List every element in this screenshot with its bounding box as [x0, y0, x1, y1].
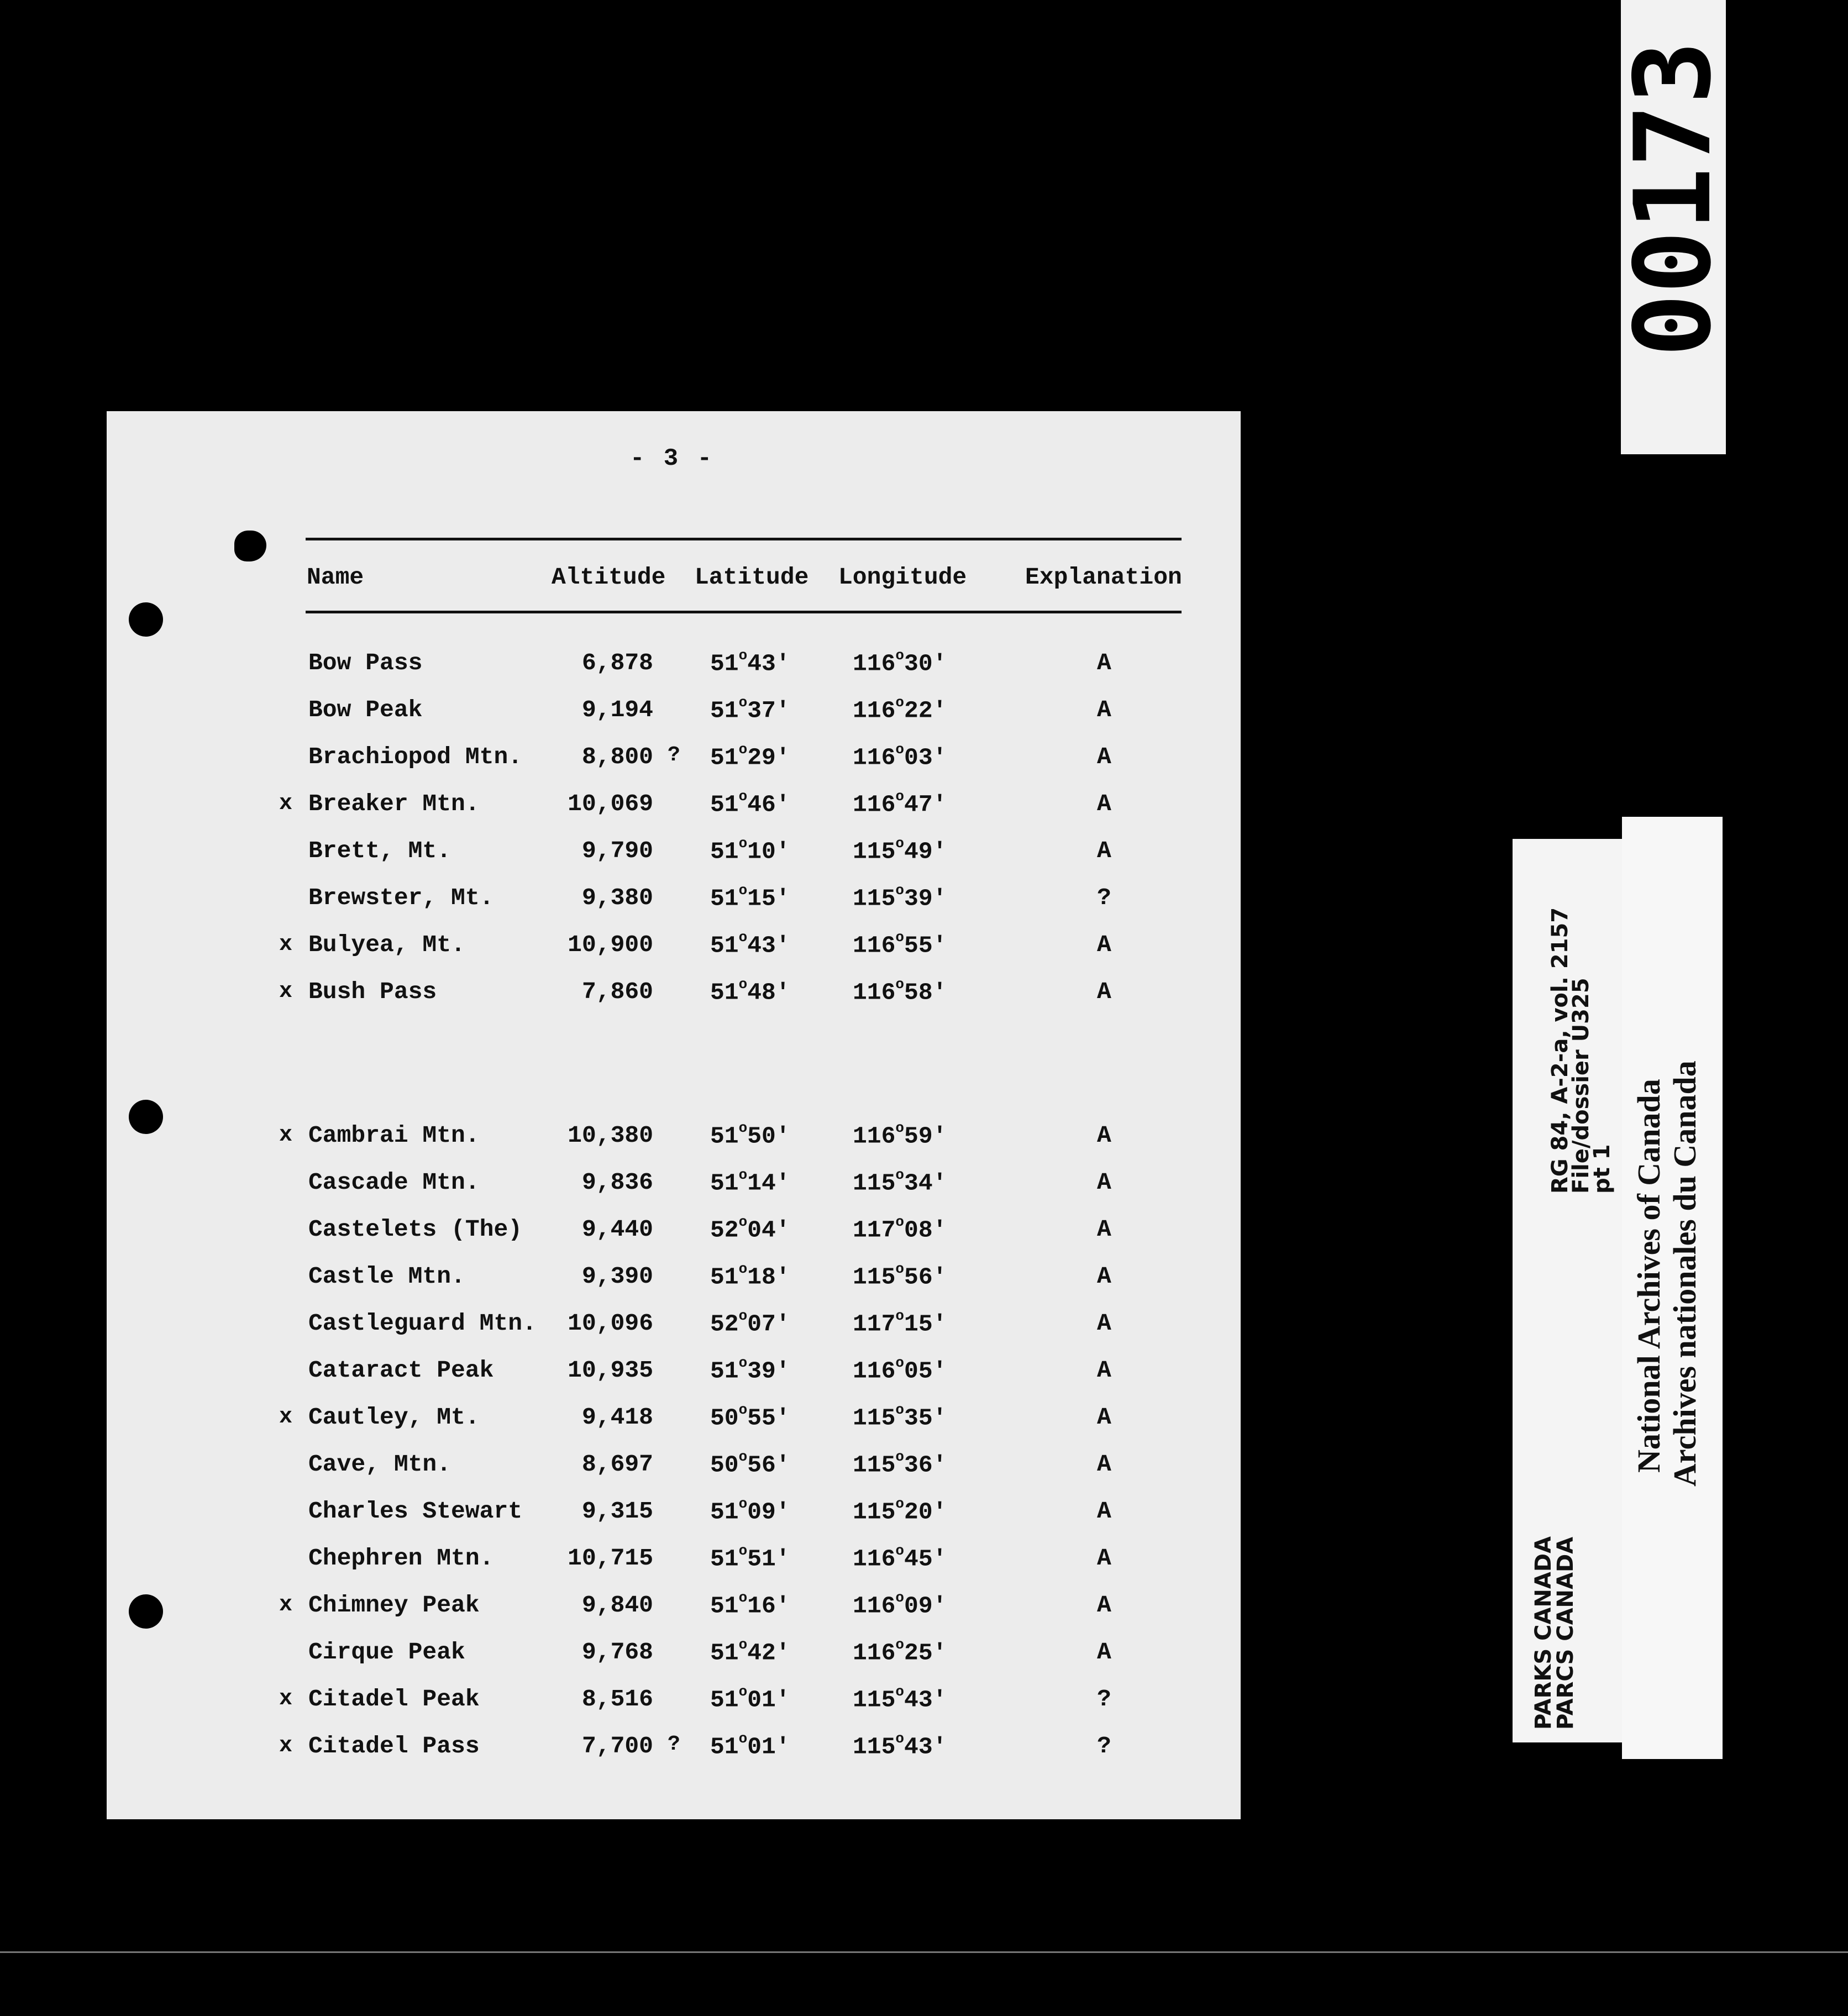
- row-name: Cautley, Mt.: [308, 1404, 480, 1431]
- row-latitude: 52$^o$04': [710, 1214, 790, 1244]
- row-longitude: 115$^o$43': [853, 1683, 947, 1714]
- row-name: Cambrai Mtn.: [308, 1122, 480, 1149]
- row-latitude: 51$^o$37': [710, 694, 790, 725]
- row-explanation: A: [1097, 1592, 1111, 1619]
- row-latitude: 51$^o$43': [710, 929, 790, 959]
- row-explanation: A: [1097, 790, 1111, 817]
- document-page: [107, 411, 1241, 1819]
- row-name: Bush Pass: [308, 978, 437, 1005]
- row-explanation: A: [1097, 1216, 1111, 1243]
- row-name: Cataract Peak: [308, 1357, 494, 1384]
- row-name: Brewster, Mt.: [308, 884, 494, 911]
- row-altitude: 7,860: [581, 978, 653, 1005]
- row-altitude: 10,069: [568, 790, 653, 817]
- frame-number: 00173: [1612, 41, 1734, 357]
- row-mark: x: [279, 1405, 293, 1430]
- table-header-rule: [306, 611, 1182, 613]
- row-altitude: 10,900: [568, 931, 653, 958]
- row-altitude: 9,380: [581, 884, 653, 911]
- row-altitude: 9,768: [581, 1639, 653, 1666]
- archive-file: File/dossier U325: [1568, 978, 1594, 1194]
- row-name: Castleguard Mtn.: [308, 1310, 537, 1337]
- row-longitude: 115$^o$20': [853, 1495, 947, 1526]
- row-latitude: 51$^o$01': [710, 1683, 790, 1714]
- column-header-explanation: Explanation: [1025, 564, 1182, 591]
- row-mark: x: [279, 1593, 293, 1618]
- row-latitude: 51$^o$01': [710, 1730, 790, 1761]
- column-header-latitude: Latitude: [695, 564, 809, 591]
- row-mark: x: [279, 1123, 293, 1148]
- row-name: Castle Mtn.: [308, 1263, 465, 1290]
- row-altitude-uncertain: ?: [668, 743, 680, 767]
- row-longitude: 116$^o$03': [853, 741, 947, 771]
- row-latitude: 51$^o$15': [710, 882, 790, 912]
- row-explanation: A: [1097, 1498, 1111, 1525]
- row-altitude: 8,697: [581, 1451, 653, 1478]
- row-altitude: 10,935: [568, 1357, 653, 1384]
- row-longitude: 115$^o$49': [853, 835, 947, 865]
- row-latitude: 51$^o$48': [710, 976, 790, 1006]
- row-mark: x: [279, 1734, 293, 1758]
- row-longitude: 116$^o$22': [853, 694, 947, 725]
- row-altitude: 8,516: [581, 1686, 653, 1713]
- row-longitude: 115$^o$39': [853, 882, 947, 912]
- row-altitude: 7,700: [581, 1733, 653, 1760]
- archives-name-fr: Archives nationales du Canada: [1667, 1060, 1703, 1487]
- column-header-longitude: Longitude: [838, 564, 967, 591]
- row-explanation: A: [1097, 1451, 1111, 1478]
- punch-hole-middle: [129, 1100, 163, 1134]
- archives-name-en: National Archives of Canada: [1631, 1079, 1667, 1473]
- row-explanation: A: [1097, 649, 1111, 676]
- row-explanation: A: [1097, 931, 1111, 958]
- row-latitude: 51$^o$29': [710, 741, 790, 771]
- row-altitude: 9,840: [581, 1592, 653, 1619]
- row-latitude: 51$^o$18': [710, 1261, 790, 1291]
- row-latitude: 51$^o$14': [710, 1167, 790, 1197]
- row-latitude: 51$^o$16': [710, 1589, 790, 1620]
- row-explanation: A: [1097, 1169, 1111, 1196]
- row-longitude: 116$^o$45': [853, 1542, 947, 1573]
- row-explanation: A: [1097, 1357, 1111, 1384]
- row-mark: x: [279, 979, 293, 1004]
- row-name: Castelets (The): [308, 1216, 523, 1243]
- agency-en: PARKS CANADA: [1531, 1536, 1556, 1730]
- row-altitude-uncertain: ?: [668, 1733, 680, 1756]
- row-latitude: 51$^o$39': [710, 1355, 790, 1385]
- row-name: Breaker Mtn.: [308, 790, 480, 817]
- agency-fr: PARCS CANADA: [1553, 1536, 1578, 1730]
- row-explanation: A: [1097, 696, 1111, 723]
- table-top-rule: [306, 538, 1182, 540]
- film-edge-line: [0, 1951, 1848, 1953]
- row-longitude: 115$^o$35': [853, 1401, 947, 1432]
- row-name: Brett, Mt.: [308, 837, 452, 864]
- row-altitude: 6,878: [581, 649, 653, 676]
- punch-hole-top: [129, 602, 163, 637]
- row-latitude: 51$^o$46': [710, 788, 790, 818]
- row-altitude: 9,418: [581, 1404, 653, 1431]
- row-explanation: ?: [1097, 1733, 1111, 1760]
- row-name: Chephren Mtn.: [308, 1545, 494, 1572]
- row-longitude: 116$^o$05': [853, 1355, 947, 1385]
- page-number: - 3 -: [630, 445, 715, 473]
- row-explanation: A: [1097, 1404, 1111, 1431]
- row-altitude: 9,194: [581, 696, 653, 723]
- row-explanation: A: [1097, 1122, 1111, 1149]
- row-mark: x: [279, 791, 293, 816]
- archive-reference: RG 84, A-2-a, vol. 2157: [1547, 907, 1573, 1194]
- row-longitude: 116$^o$09': [853, 1589, 947, 1620]
- row-longitude: 115$^o$34': [853, 1167, 947, 1197]
- row-longitude: 115$^o$56': [853, 1261, 947, 1291]
- row-explanation: A: [1097, 978, 1111, 1005]
- row-name: Cave, Mtn.: [308, 1451, 452, 1478]
- row-latitude: 51$^o$51': [710, 1542, 790, 1573]
- row-altitude: 10,096: [568, 1310, 653, 1337]
- column-header-name: Name: [307, 564, 364, 591]
- row-name: Bow Peak: [308, 696, 423, 723]
- row-latitude: 51$^o$42': [710, 1636, 790, 1667]
- row-altitude: 9,315: [581, 1498, 653, 1525]
- row-altitude: 10,380: [568, 1122, 653, 1149]
- row-explanation: A: [1097, 743, 1111, 770]
- row-longitude: 116$^o$25': [853, 1636, 947, 1667]
- row-name: Cirque Peak: [308, 1639, 465, 1666]
- row-name: Chimney Peak: [308, 1592, 480, 1619]
- row-altitude: 10,715: [568, 1545, 653, 1572]
- row-altitude: 9,836: [581, 1169, 653, 1196]
- row-latitude: 50$^o$56': [710, 1448, 790, 1479]
- row-longitude: 116$^o$55': [853, 929, 947, 959]
- frame-number-strip: [1612, 0, 1734, 454]
- row-latitude: 52$^o$07': [710, 1308, 790, 1338]
- row-latitude: 50$^o$55': [710, 1401, 790, 1432]
- row-altitude: 9,440: [581, 1216, 653, 1243]
- row-mark: x: [279, 932, 293, 957]
- row-latitude: 51$^o$10': [710, 835, 790, 865]
- row-longitude: 115$^o$36': [853, 1448, 947, 1479]
- row-name: Cascade Mtn.: [308, 1169, 480, 1196]
- column-header-altitude: Altitude: [552, 564, 666, 591]
- row-name: Citadel Pass: [308, 1733, 480, 1760]
- row-longitude: 117$^o$08': [853, 1214, 947, 1244]
- row-longitude: 117$^o$15': [853, 1308, 947, 1338]
- row-explanation: A: [1097, 1310, 1111, 1337]
- row-altitude: 9,390: [581, 1263, 653, 1290]
- archive-part: pt 1: [1589, 1144, 1615, 1194]
- row-explanation: A: [1097, 837, 1111, 864]
- row-name: Bow Pass: [308, 649, 423, 676]
- row-longitude: 116$^o$58': [853, 976, 947, 1006]
- row-mark: x: [279, 1687, 293, 1712]
- row-explanation: A: [1097, 1545, 1111, 1572]
- row-longitude: 115$^o$43': [853, 1730, 947, 1761]
- row-name: Brachiopod Mtn.: [308, 743, 523, 770]
- row-longitude: 116$^o$47': [853, 788, 947, 818]
- row-explanation: A: [1097, 1639, 1111, 1666]
- row-explanation: ?: [1097, 884, 1111, 911]
- row-name: Charles Stewart: [308, 1498, 523, 1525]
- row-altitude: 8,800: [581, 743, 653, 770]
- row-latitude: 51$^o$43': [710, 647, 790, 678]
- row-longitude: 116$^o$30': [853, 647, 947, 678]
- punch-hole-bottom: [129, 1594, 163, 1629]
- row-name: Bulyea, Mt.: [308, 931, 465, 958]
- row-longitude: 116$^o$59': [853, 1120, 947, 1150]
- row-altitude: 9,790: [581, 837, 653, 864]
- row-name: Citadel Peak: [308, 1686, 480, 1713]
- row-explanation: ?: [1097, 1686, 1111, 1713]
- row-latitude: 51$^o$50': [710, 1120, 790, 1150]
- row-explanation: A: [1097, 1263, 1111, 1290]
- row-latitude: 51$^o$09': [710, 1495, 790, 1526]
